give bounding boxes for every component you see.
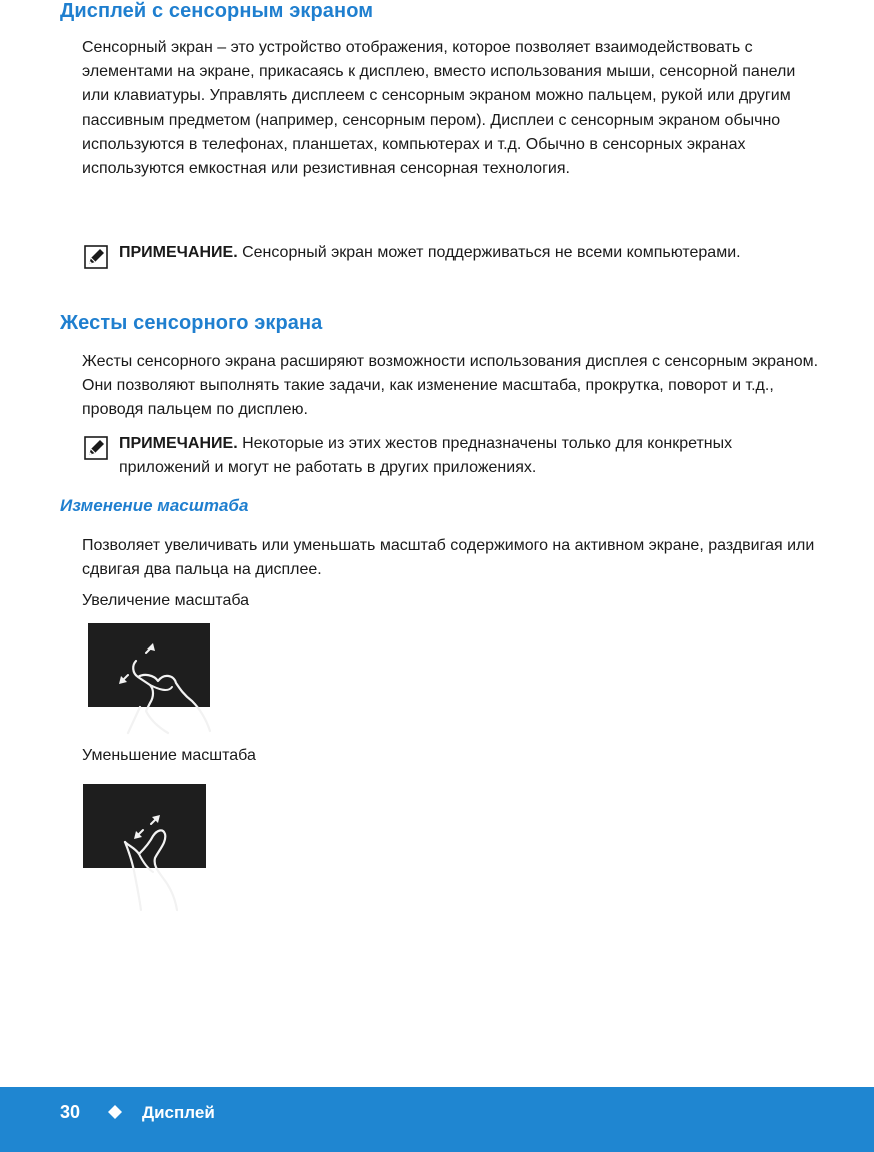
note-body: Некоторые из этих жестов предназначены только для конкретных приложений и могут не работать в других приложениях.	[119, 435, 733, 477]
zoom-description: Позволяет увеличивать или уменьшать масштаб содержимого на активном экране, раздвигая или сдвигая два пальца на дисплее.	[82, 537, 815, 579]
note-text	[84, 432, 804, 480]
pencil-note-icon	[84, 245, 108, 269]
section-title-zoom: Изменение масштаба	[60, 496, 249, 515]
zoom-in-hand-icon	[88, 623, 210, 733]
pencil-note-icon	[84, 436, 108, 460]
gestures-note	[84, 432, 804, 480]
touchscreen-note	[84, 241, 804, 265]
zoom-out-gesture-image	[83, 784, 206, 868]
note-body: Сенсорный экран может поддерживаться не всеми компьютерами.	[237, 244, 741, 261]
diamond-icon	[108, 1105, 122, 1119]
section-title-touchscreen: Дисплей с сенсорным экраном	[60, 0, 374, 22]
note-label: ПРИМЕЧАНИЕ.	[119, 244, 238, 261]
touchscreen-description: Сенсорный экран – это устройство отображения, которое позволяет взаимодействовать с элементами на экране, прикасаясь к дисплею, вместо использования мыши, сенсорной панели или клавиатуры. Управлять дисплеем с сенсорным экраном можно пальцем, рукой или другим пассивным предметом (например, сенсорным пером). Дисплеи с сенсорным экраном обычно используются в телефонах, планшетах, компьютерах и т.д. Обычно в сенсорных экранах используются емкостная или резистивная сенсорная технология.	[82, 39, 796, 178]
zoom-in-label: Увеличение масштаба	[82, 592, 250, 609]
page-footer	[0, 1087, 874, 1152]
page-number: 30	[60, 1102, 81, 1122]
note-text	[84, 241, 804, 265]
section-title-gestures: Жесты сенсорного экрана	[60, 312, 323, 334]
zoom-in-gesture-image	[88, 623, 210, 707]
note-label: ПРИМЕЧАНИЕ.	[119, 435, 238, 452]
footer-section-name: Дисплей	[142, 1103, 215, 1122]
zoom-out-hand-icon	[83, 784, 206, 912]
zoom-out-label: Уменьшение масштаба	[82, 747, 256, 764]
gestures-description: Жесты сенсорного экрана расширяют возможности использования дисплея с сенсорным экраном. Они позволяют выполнять такие задачи, как изменение масштаба, прокрутка, поворот и т.д., проводя пальцем по дисплею.	[82, 353, 819, 419]
